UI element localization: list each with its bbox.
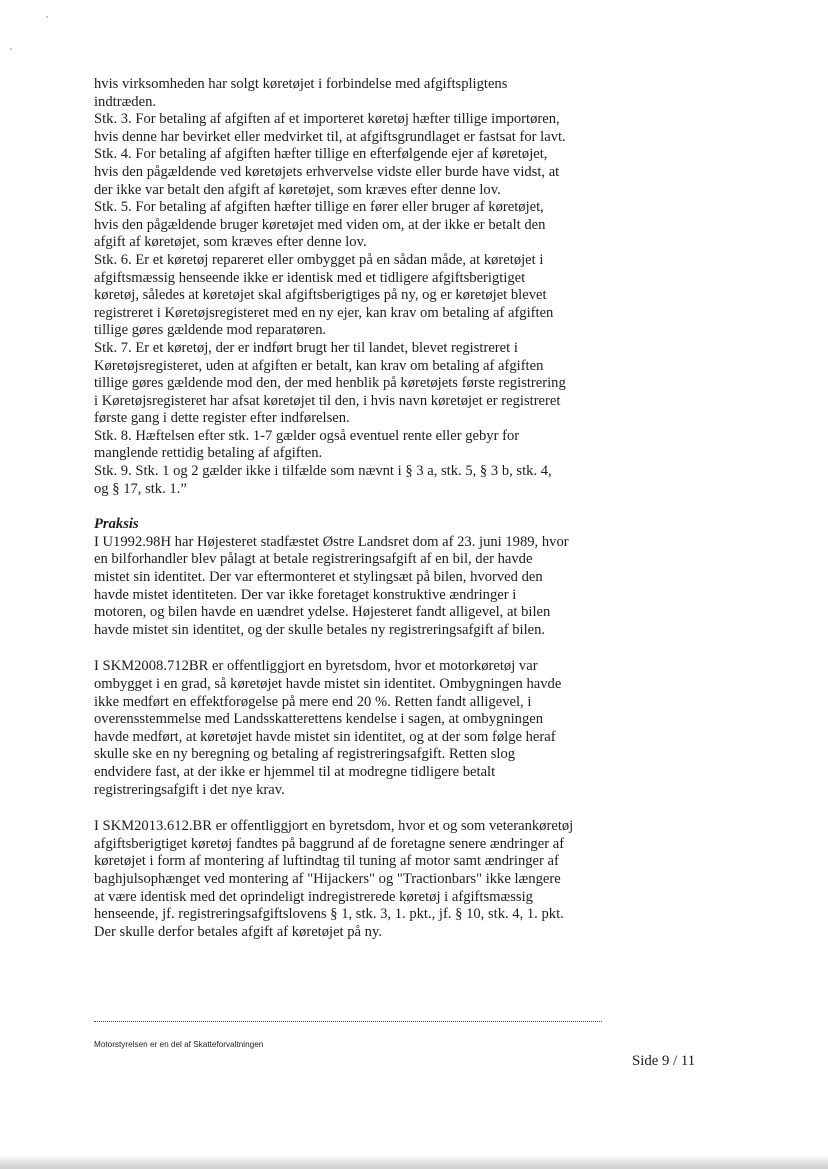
section-spacer (94, 498, 634, 516)
statute-paragraph-stk-4: Stk. 4. For betaling af afgiften hæfter tillige en efterfølgende ejer af køretøjet, hvis den pågældende ved køretøjets erhvervelse vidste eller burde have vidst, at der ikke var betalt den afgift af køretøjet, som kræves efter denne lov. (94, 146, 560, 198)
statute-section (94, 76, 634, 498)
statute-paragraph-stk-8: Stk. 8. Hæftelsen efter stk. 1-7 gælder også eventuel rente eller gebyr for manglende rettidig betaling af afgiften. (94, 427, 520, 462)
scan-speck (10, 48, 12, 50)
paragraph-spacer (94, 639, 634, 658)
statute-paragraph: hvis virksomheden har solgt køretøjet i forbindelse med afgiftspligtens indtræden. (94, 76, 508, 110)
statute-paragraph-stk-9: Stk. 9. Stk. 1 og 2 gælder ikke i tilfælde som nævnt i § 3 a, stk. 5, § 3 b, stk. 4, og § 17, stk. 1.” (94, 463, 552, 497)
statute-paragraph-stk-5: Stk. 5. For betaling af afgiften hæfter tillige en fører eller bruger af køretøjet, hvis den pågældende bruger køretøjet med viden om, at der ikke er betalt den afgift af køretøjet, som kræves efter denne lov. (94, 199, 546, 251)
scan-bottom-edge (0, 1155, 828, 1169)
page-number: Side 9 / 11 (632, 1053, 696, 1069)
statute-paragraph-stk-7: Stk. 7. Er et køretøj, der er indført brugt her til landet, blevet registreret i Køretøjsregisteret, uden at afgiften er betalt, kan krav om betaling af afgiften tillige gøres gældende mod den, der med henblik på køretøjets første registrering i Køretøjsregisteret har afsat køretøjet til den, i hvis navn køretøjet er registreret første gang i dette register efter indførelsen. (94, 339, 566, 427)
statute-paragraph-stk-6: Stk. 6. Er et køretøj repareret eller ombygget på en sådan måde, at køretøjet i afgiftsmæssig henseende ikke er identisk med et tidligere afgiftsberigtiget køretøj, således at køretøjet skal afgiftsberigtiges på ny, og er køretøjet blevet registreret i Køretøjsregisteret med en ny ejer, kan krav om betaling af afgiften tillige gøres gældende mod reparatøren. (94, 251, 554, 339)
scan-speck (46, 16, 48, 18)
document-body (94, 76, 634, 941)
footer-organization: Motorstyrelsen er en del af Skatteforvaltningen (94, 1040, 264, 1049)
statute-paragraph-stk-3: Stk. 3. For betaling af afgiften af et importeret køretøj hæfter tillige importøren, hvis denne har bevirket eller medvirket til, at afgiftsgrundlaget er fastsat for lavt. (94, 111, 566, 145)
praksis-heading: Praksis (94, 516, 139, 533)
praksis-paragraph-skm2013: I SKM2013.612.BR er offentliggjort en byretsdom, hvor et og som veterankøretøj afgiftsberigtiget køretøj fandtes på baggrund af de foretagne senere ændringer af køretøjet i form af montering af luftindtag til tuning af motor samt ændringer af baghjulsophænget ved montering af "Hijackers" og "Tractionbars" ikke længere at være identisk med det oprindeligt indregistrerede køretøj i afgiftsmæssig henseende, jf. registreringsafgiftslovens § 1, stk. 3, 1. pkt., jf. § 10, stk. 4, 1. pkt. Der skulle derfor betales afgift af køretøjet på ny. (94, 818, 574, 940)
praksis-paragraph-u1992: I U1992.98H har Højesteret stadfæstet Østre Landsret dom af 23. juni 1989, hvor en bilforhandler blev pålagt at betale registreringsafgift af en bil, der havde mistet sin identitet. Der var eftermonteret et stylingsæt på bilen, hvorved den havde mistet identiteten. Der var ikke foretaget konstruktive ændringer i motoren, og bilen havde en uændret ydelse. Højesteret fandt alligevel, at bilen havde mistet sin identitet, og der skulle betales ny registreringsafgift af bilen. (94, 533, 569, 638)
footer-divider (94, 1021, 602, 1022)
paragraph-spacer (94, 799, 634, 818)
praksis-paragraph-skm2008: I SKM2008.712BR er offentliggjort en byretsdom, hvor et motorkøretøj var ombygget i en grad, så køretøjet havde mistet sin identitet. Ombygningen havde ikke medført en effektforøgelse på mere end 20 %. Retten fandt alligevel, i overensstemmelse med Landsskatterettens kendelse i sagen, at ombygningen havde medført, at køretøjet havde mistet sin identitet, og at der som følge heraf skulle ske en ny beregning og betaling af registreringsafgift. Retten slog endvidere fast, at der ikke er hjemmel til at modregne tidligere betalt registreringsafgift i det nye krav. (94, 658, 562, 798)
praksis-section (94, 516, 634, 941)
